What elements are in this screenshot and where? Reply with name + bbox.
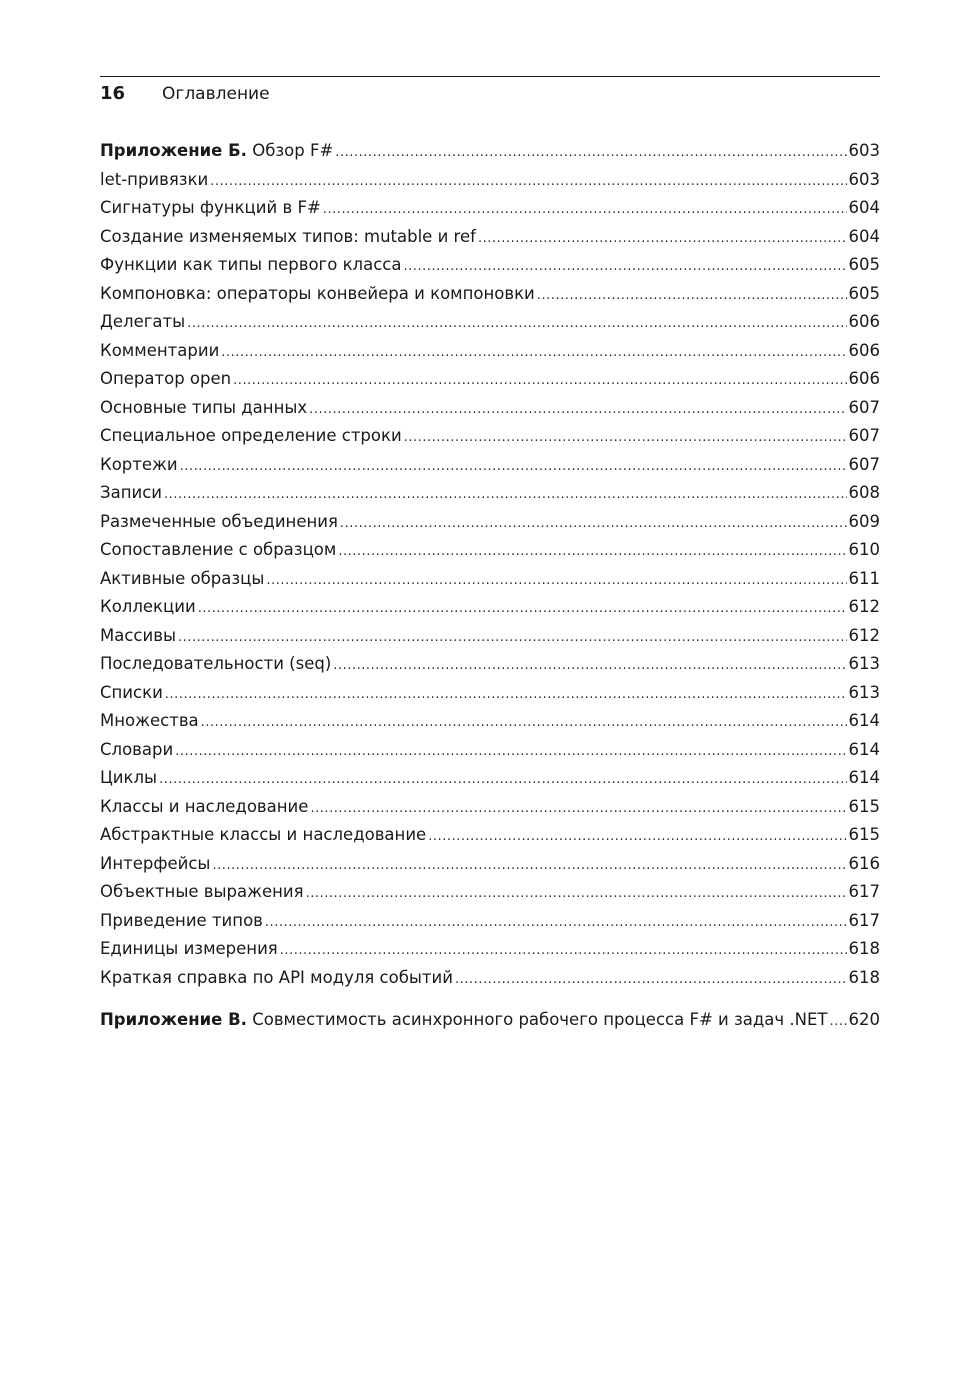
- toc-page-number: 607: [848, 454, 880, 474]
- toc-page-number: 607: [848, 397, 880, 417]
- toc-entry-title: Функции как типы первого класса: [100, 255, 402, 274]
- toc-entry-title: let-привязки: [100, 169, 209, 189]
- toc-page-number: 606: [848, 340, 880, 360]
- toc-entry-title: Массивы: [100, 625, 176, 645]
- toc-entry-title: Специальное определение строки: [100, 426, 402, 445]
- dot-leader: [164, 483, 847, 502]
- toc-entry-title: Коллекции: [100, 597, 196, 616]
- toc-page-number: 615: [848, 825, 880, 844]
- dot-leader: [338, 540, 846, 559]
- appendix-title: Совместимость асинхронного рабочего процесса F# и задач .NET: [252, 1010, 828, 1029]
- toc-entry[interactable]: [100, 369, 880, 398]
- dot-leader: [404, 426, 847, 445]
- toc-page-number: 604: [848, 226, 880, 246]
- dot-leader: [478, 227, 847, 246]
- toc-entry-title: [100, 141, 333, 160]
- running-title: Оглавление: [162, 84, 270, 104]
- toc-page-number: 612: [848, 597, 880, 616]
- toc-entry-title: Компоновка: операторы конвейера и компоновки: [100, 283, 535, 303]
- toc-entry-title: Активные образцы: [100, 568, 265, 588]
- toc-page-number: 620: [848, 1010, 880, 1029]
- toc-page-number: 605: [848, 255, 880, 274]
- toc-entry[interactable]: [100, 711, 880, 740]
- dot-leader: [165, 683, 847, 702]
- dot-leader: [266, 569, 846, 588]
- toc-entry[interactable]: [100, 198, 880, 227]
- toc-page-number: 611: [848, 568, 880, 588]
- toc-page-number: 617: [848, 882, 880, 901]
- toc-page-number: 605: [848, 283, 880, 303]
- page-header: [100, 76, 880, 113]
- appendix-label: Приложение Б.: [100, 141, 247, 160]
- toc-entry-title: Сигнатуры функций в F#: [100, 198, 321, 217]
- toc-entry[interactable]: [100, 597, 880, 626]
- toc-page-number: 606: [848, 369, 880, 388]
- toc-entry[interactable]: [100, 939, 880, 968]
- toc-entry-title: Множества: [100, 711, 199, 730]
- toc-entry[interactable]: [100, 512, 880, 541]
- toc-entry-title: Циклы: [100, 768, 158, 787]
- toc-entry[interactable]: [100, 968, 880, 997]
- dot-leader: [323, 198, 847, 217]
- toc-entry-title: Интерфейсы: [100, 853, 211, 873]
- toc-entry-title: Записи: [100, 483, 162, 502]
- toc-page-number: 603: [848, 141, 880, 160]
- appendix-label: Приложение В.: [100, 1010, 247, 1029]
- toc-page-number: 608: [848, 483, 880, 502]
- dot-leader: [428, 825, 846, 844]
- toc-entry[interactable]: [100, 540, 880, 569]
- toc-page-number: 615: [848, 796, 880, 816]
- toc-entry[interactable]: [100, 312, 880, 341]
- dot-leader: [159, 768, 846, 787]
- toc-entry[interactable]: [100, 854, 880, 883]
- toc-entry-title: Размеченные объединения: [100, 511, 338, 531]
- toc-entry[interactable]: [100, 768, 880, 797]
- toc-entry-title: Делегаты: [100, 312, 186, 331]
- toc-page-number: 614: [848, 739, 880, 759]
- toc-page-number: 613: [848, 682, 880, 702]
- toc-entry[interactable]: [100, 455, 880, 484]
- toc-entry-title: Создание изменяемых типов: mutable и ref: [100, 226, 476, 246]
- toc-entry-title: Классы и наследование: [100, 796, 309, 816]
- toc-entry[interactable]: [100, 426, 880, 455]
- dot-leader: [210, 170, 846, 189]
- toc-entry[interactable]: [100, 683, 880, 712]
- toc-entry[interactable]: [100, 227, 880, 256]
- toc-entry[interactable]: [100, 654, 880, 683]
- dot-leader: [175, 740, 846, 759]
- toc-entry-title: Оператор open: [100, 369, 232, 388]
- toc-entry[interactable]: [100, 882, 880, 911]
- toc-entry-title: Единицы измерения: [100, 939, 278, 958]
- toc-entry-title: Приведение типов: [100, 910, 263, 930]
- dot-leader: [455, 968, 847, 987]
- toc-page-number: 607: [848, 426, 880, 445]
- toc-entry[interactable]: [100, 170, 880, 199]
- toc-page-number: 614: [848, 711, 880, 730]
- table-of-contents: [100, 141, 880, 1039]
- toc-page-number: 618: [848, 967, 880, 987]
- toc-entry-title: Краткая справка по API модуля событий: [100, 967, 453, 987]
- toc-entry[interactable]: [100, 911, 880, 940]
- dot-leader: [403, 255, 846, 274]
- dot-leader: [537, 284, 847, 303]
- toc-page-number: 618: [848, 939, 880, 958]
- toc-entry[interactable]: [100, 626, 880, 655]
- toc-entry-title: Основные типы данных: [100, 397, 308, 417]
- toc-entry[interactable]: [100, 341, 880, 370]
- toc-entry-title: Абстрактные классы и наследование: [100, 825, 427, 844]
- toc-page-number: 614: [848, 768, 880, 787]
- dot-leader: [180, 455, 847, 474]
- dot-leader: [201, 711, 847, 730]
- dot-leader: [340, 512, 847, 531]
- toc-entry-title: [100, 1010, 827, 1029]
- toc-entry-title: Комментарии: [100, 340, 220, 360]
- toc-entry-title: Объектные выражения: [100, 882, 304, 901]
- toc-page-number: 617: [848, 910, 880, 930]
- toc-appendix-c[interactable]: [100, 1010, 880, 1039]
- dot-leader: [829, 1010, 846, 1029]
- toc-entry[interactable]: [100, 483, 880, 512]
- toc-entry[interactable]: [100, 398, 880, 427]
- toc-entry[interactable]: [100, 825, 880, 854]
- toc-appendix-b[interactable]: [100, 141, 880, 170]
- dot-leader: [306, 882, 847, 901]
- toc-entry[interactable]: [100, 284, 880, 313]
- dot-leader: [233, 369, 846, 388]
- toc-page-number: 603: [848, 169, 880, 189]
- dot-leader: [333, 654, 846, 673]
- dot-leader: [178, 626, 847, 645]
- dot-leader: [280, 939, 847, 958]
- toc-entry-title: Кортежи: [100, 454, 178, 474]
- toc-page-number: 609: [848, 511, 880, 531]
- toc-entry-title: Списки: [100, 682, 163, 702]
- dot-leader: [187, 312, 846, 331]
- dot-leader: [310, 797, 846, 816]
- toc-entry[interactable]: [100, 255, 880, 284]
- toc-entries: [100, 170, 880, 997]
- toc-entry-title: Последовательности (seq): [100, 654, 332, 673]
- dot-leader: [265, 911, 847, 930]
- appendix-title: Обзор F#: [252, 141, 334, 160]
- toc-page-number: 612: [848, 625, 880, 645]
- dot-leader: [212, 854, 846, 873]
- toc-page-number: 610: [848, 540, 880, 559]
- dot-leader: [335, 141, 846, 160]
- toc-entry-title: Сопоставление с образцом: [100, 540, 337, 559]
- dot-leader: [198, 597, 847, 616]
- toc-entry[interactable]: [100, 740, 880, 769]
- dot-leader: [221, 341, 846, 360]
- toc-page-number: 604: [848, 198, 880, 217]
- toc-page-number: 616: [848, 853, 880, 873]
- toc-page-number: 613: [848, 654, 880, 673]
- toc-entry-title: Словари: [100, 739, 174, 759]
- toc-entry[interactable]: [100, 569, 880, 598]
- toc-page-number: 606: [848, 312, 880, 331]
- toc-entry[interactable]: [100, 797, 880, 826]
- dot-leader: [309, 398, 846, 417]
- page-number: 16: [100, 83, 126, 104]
